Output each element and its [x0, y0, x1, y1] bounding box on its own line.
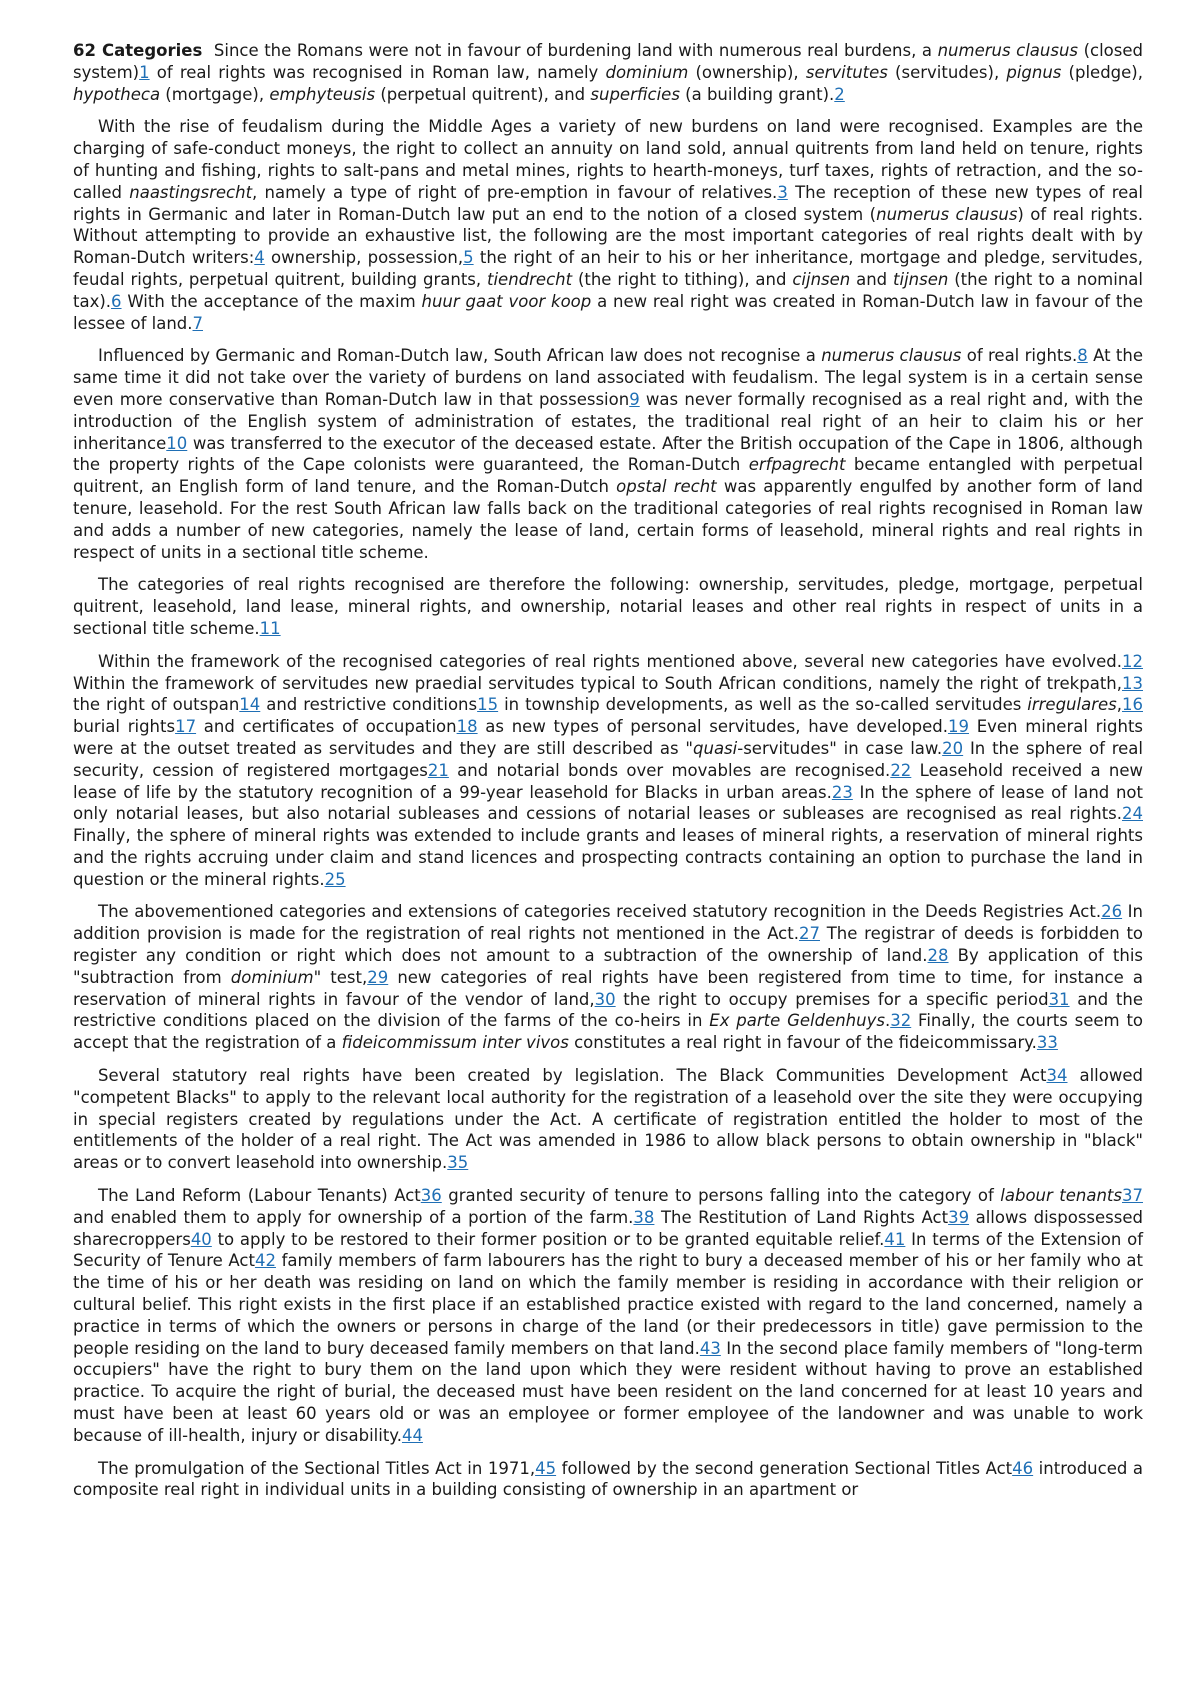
footnote-link-5[interactable]: 5	[463, 248, 474, 268]
paragraph-9: The promulgation of the Sectional Titles Act in 1971,45 followed by the second generation Sectional Titles Act46 introduced a composite real right in individual units in a building consisting of ownership in an apartment or	[73, 1458, 1143, 1500]
footnote-link-4[interactable]: 4	[254, 248, 265, 268]
footnote-link-1[interactable]: 1	[139, 62, 150, 82]
italic-term: dominium	[605, 62, 689, 82]
footnote-link-38[interactable]: 38	[633, 1207, 655, 1227]
italic-term: huur gaat voor koop	[421, 291, 592, 311]
footnote-link-20[interactable]: 20	[942, 738, 964, 758]
footnote-link-42[interactable]: 42	[254, 1251, 276, 1271]
italic-term: irregulares	[1027, 695, 1117, 715]
footnote-link-19[interactable]: 19	[947, 717, 969, 737]
italic-term: pignus	[1006, 62, 1062, 82]
italic-term: cijnsen	[792, 269, 851, 289]
italic-term: hypotheca	[73, 84, 161, 104]
footnote-link-41[interactable]: 41	[884, 1229, 906, 1249]
paragraph-7: Several statutory real rights have been created by legislation. The Black Communities Development Act34 allowed "competent Blacks" to apply to the relevant local authority for the registration of a leasehold over the site they were occupying in special registers created by regulations under the Act. A certificate of registration entitled the holder to most of the entitlements of the holder of a real right. The Act was amended in 1986 to allow black persons to obtain ownership in "black" areas or to convert leasehold into ownership.35	[73, 1066, 1143, 1173]
footnote-link-14[interactable]: 14	[239, 695, 261, 715]
footnote-link-29[interactable]: 29	[367, 967, 389, 987]
italic-term: naastingsrecht	[129, 182, 253, 202]
italic-term: erfpagrecht	[748, 455, 846, 475]
italic-term: tijnsen	[893, 269, 949, 289]
footnote-link-30[interactable]: 30	[594, 989, 616, 1009]
footnote-link-46[interactable]: 46	[1012, 1458, 1034, 1478]
footnote-link-18[interactable]: 18	[456, 717, 478, 737]
footnote-link-9[interactable]: 9	[629, 389, 640, 409]
footnote-link-15[interactable]: 15	[477, 695, 499, 715]
footnote-link-16[interactable]: 16	[1122, 695, 1143, 715]
italic-term: numerus clausus	[876, 204, 1018, 224]
footnote-link-8[interactable]: 8	[1077, 346, 1088, 366]
footnote-link-39[interactable]: 39	[948, 1207, 970, 1227]
italic-term: labour tenants	[1000, 1186, 1122, 1206]
paragraph-4: The categories of real rights recognised are therefore the following: ownership, servitudes, pledge, mortgage, perpetual quitrent, leasehold, land lease, mineral rights, and ownership, notarial leases and other real rights in respect of units in a sectional title scheme.11	[73, 575, 1143, 638]
footnote-link-17[interactable]: 17	[175, 717, 197, 737]
footnote-link-23[interactable]: 23	[831, 782, 853, 802]
footnote-link-22[interactable]: 22	[890, 760, 912, 780]
footnote-link-26[interactable]: 26	[1101, 902, 1123, 922]
footnote-link-34[interactable]: 34	[1046, 1066, 1068, 1086]
footnote-link-44[interactable]: 44	[401, 1425, 423, 1445]
footnote-link-37[interactable]: 37	[1122, 1186, 1143, 1206]
paragraph-6: The abovementioned categories and extensions of categories received statutory recognition in the Deeds Registries Act.26 In addition provision is made for the registration of real rights not mentioned in the Act.27 The registrar of deeds is forbidden to register any condition or right which does not amount to a subtraction of the ownership of land.28 By application of this "subtraction from dominium" test,29 new categories of real rights have been registered from time to time, for instance a reservation of mineral rights in favour of the vendor of land,30 the right to occupy premises for a specific period31 and the restrictive conditions placed on the division of the farms of the co-heirs in Ex parte Geldenhuys.32 Finally, the courts seem to accept that the registration of a fideicommissum inter vivos constitutes a real right in favour of the fideicommissary.33	[73, 902, 1144, 1053]
footnote-link-10[interactable]: 10	[166, 433, 188, 453]
footnote-link-13[interactable]: 13	[1122, 673, 1143, 693]
footnote-link-12[interactable]: 12	[1122, 651, 1143, 671]
italic-term: opstal recht	[616, 477, 717, 497]
footnote-link-33[interactable]: 33	[1036, 1033, 1058, 1053]
footnote-link-27[interactable]: 27	[798, 924, 820, 944]
footnote-link-32[interactable]: 32	[890, 1011, 912, 1031]
italic-term: fideicommissum inter vivos	[341, 1033, 569, 1053]
footnote-link-21[interactable]: 21	[427, 760, 449, 780]
italic-term: superficies	[590, 84, 680, 104]
footnote-link-45[interactable]: 45	[535, 1458, 557, 1478]
italic-term: servitutes	[805, 62, 888, 82]
document-body	[73, 40, 1143, 1501]
footnote-link-3[interactable]: 3	[777, 182, 788, 202]
italic-term: emphyteusis	[269, 84, 376, 104]
footnote-link-35[interactable]: 35	[447, 1153, 469, 1173]
italic-term: Ex parte Geldenhuys	[709, 1011, 885, 1031]
italic-term: tiendrecht	[487, 269, 573, 289]
footnote-link-2[interactable]: 2	[834, 84, 845, 104]
section-title: Categories	[102, 41, 203, 60]
italic-term: numerus clausus	[937, 41, 1079, 60]
footnote-link-7[interactable]: 7	[192, 313, 203, 333]
footnote-link-40[interactable]: 40	[190, 1229, 212, 1249]
paragraph-2: With the rise of feudalism during the Middle Ages a variety of new burdens on land were recognised. Examples are the charging of safe-conduct moneys, the right to collect an annuity on land sold, annual quitrents from land held on tenure, rights of hunting and fishing, rights to salt-pans and metal mines, rights to hearth-moneys, turf taxes, rights of retraction, and the so-called naastingsrecht, namely a type of right of pre-emption in favour of relatives.3 The reception of these new types of real rights in Germanic and later in Roman-Dutch law put an end to the notion of a closed system (numerus clausus) of real rights. Without attempting to provide an exhaustive list, the following are the most important categories of real rights dealt with by Roman-Dutch writers:4 ownership, possession,5 the right of an heir to his or her inheritance, mortgage and pledge, servitudes, feudal rights, perpetual quitrent, building grants, tiendrecht (the right to tithing), and cijnsen and tijnsen (the right to a nominal tax).6 With the acceptance of the maxim huur gaat voor koop a new real right was created in Roman-Dutch law in favour of the lessee of land.7	[73, 117, 1143, 333]
footnote-link-28[interactable]: 28	[927, 946, 949, 966]
footnote-link-24[interactable]: 24	[1122, 804, 1143, 824]
paragraph-8: The Land Reform (Labour Tenants) Act36 granted security of tenure to persons falling into the category of labour tenants37 and enabled them to apply for ownership of a portion of the farm.38 The Restitution of Land Rights Act39 allows dispossessed sharecroppers40 to apply to be restored to their former position or to be granted equitable relief.41 In terms of the Extension of Security of Tenure Act42 family members of farm labourers has the right to bury a deceased member of his or her family who at the time of his or her death was residing on land on which the family member is residing in accordance with their religion or cultural belief. This right exists in the first place if an established practice existed with regard to the land concerned, namely a practice in terms of which the owners or persons in charge of the land (or their predecessors in title) gave permission to the people residing on the land to bury deceased family members on that land.43 In the second place family members of "long-term occupiers" have the right to bury them on the land upon which they were resident without having to prove an established practice. To acquire the right of burial, the deceased must have been resident on the land concerned for at least 10 years and must have been at least 60 years old or was an employee or former employee of the landowner and was unable to work because of ill-health, injury or disability.44	[73, 1186, 1144, 1445]
section-number: 62	[73, 41, 96, 60]
footnote-link-43[interactable]: 43	[699, 1338, 721, 1358]
paragraph-1: 62 Categories Since the Romans were not in favour of burdening land with numerous real burdens, a numerus clausus (closed system)1 of real rights was recognised in Roman law, namely dominium (ownership), servitutes (servitudes), pignus (pledge), hypotheca (mortgage), emphyteusis (perpetual quitrent), and superficies (a building grant).2	[73, 41, 1143, 104]
paragraph-3: Influenced by Germanic and Roman-Dutch law, South African law does not recognise a numerus clausus of real rights.8 At the same time it did not take over the variety of burdens on land associated with feudalism. The legal system is in a certain sense even more conservative than Roman-Dutch law in that possession9 was never formally recognised as a real right and, with the introduction of the English system of administration of estates, the traditional real right of an heir to claim his or her inheritance10 was transferred to the executor of the deceased estate. After the British occupation of the Cape in 1806, although the property rights of the Cape colonists were guaranteed, the Roman-Dutch erfpagrecht became entangled with perpetual quitrent, an English form of land tenure, and the Roman-Dutch opstal recht was apparently engulfed by another form of land tenure, leasehold. For the rest South African law falls back on the traditional categories of real rights recognised in Roman law and adds a number of new categories, namely the lease of land, certain forms of leasehold, mineral rights and real rights in respect of units in a sectional title scheme.	[73, 346, 1144, 562]
footnote-link-31[interactable]: 31	[1048, 989, 1070, 1009]
italic-term: dominium	[230, 967, 314, 987]
footnote-link-11[interactable]: 11	[259, 618, 281, 638]
italic-term: quasi	[693, 738, 738, 758]
footnote-link-36[interactable]: 36	[420, 1186, 442, 1206]
paragraph-5: Within the framework of the recognised categories of real rights mentioned above, several new categories have evolved.12 Within the framework of servitudes new praedial servitudes typical to South African conditions, namely the right of trekpath,13 the right of outspan14 and restrictive conditions15 in township developments, as well as the so-called servitudes irregulares,16 burial rights17 and certificates of occupation18 as new types of personal servitudes, have developed.19 Even mineral rights were at the outset treated as servitudes and they are still described as "quasi-servitudes" in case law.20 In the sphere of real security, cession of registered mortgages21 and notarial bonds over movables are recognised.22 Leasehold received a new lease of life by the statutory recognition of a 99-year leasehold for Blacks in urban areas.23 In the sphere of lease of land not only notarial leases, but also notarial subleases and cessions of notarial leases or subleases are recognised as real rights.24 Finally, the sphere of mineral rights was extended to include grants and leases of mineral rights, a reservation of mineral rights and the rights accruing under claim and stand licences and prospecting contracts containing an option to purchase the land in question or the mineral rights.25	[73, 651, 1144, 889]
footnote-link-6[interactable]: 6	[111, 291, 122, 311]
footnote-link-25[interactable]: 25	[324, 869, 346, 889]
section-heading	[73, 41, 202, 60]
italic-term: numerus clausus	[821, 346, 962, 366]
